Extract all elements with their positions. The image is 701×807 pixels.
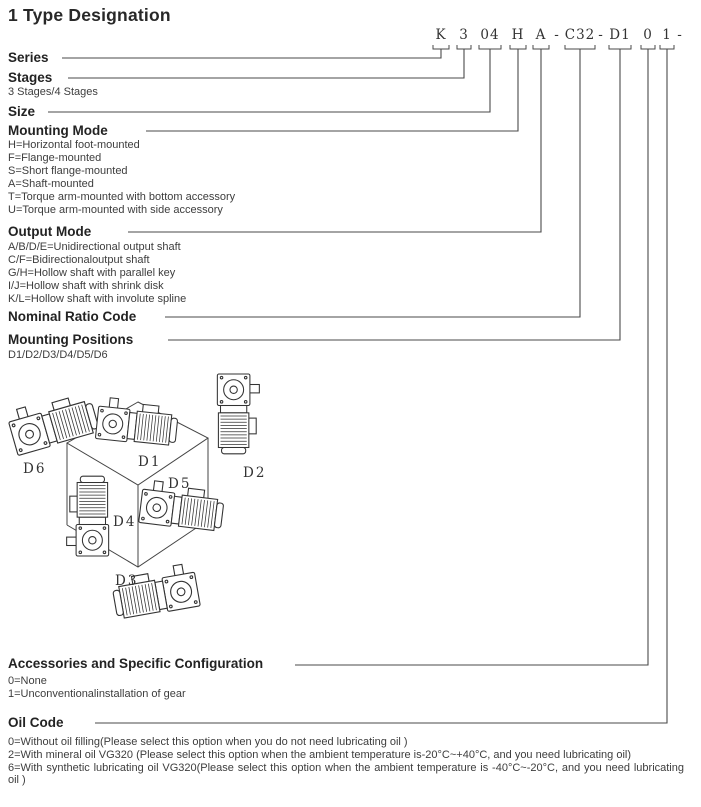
list-item: S=Short flange-mounted <box>8 165 128 177</box>
connector-mounting-positions <box>168 49 620 340</box>
list-item: F=Flange-mounted <box>8 152 102 164</box>
section-title-accessories: Accessories and Specific Configuration <box>8 656 264 671</box>
list-item: G/H=Hollow shaft with parallel key <box>8 267 176 279</box>
list-item: A/B/D/E=Unidirectional output shaft <box>8 241 181 253</box>
code-part-ratio: C32 <box>564 27 596 43</box>
list-item: C/F=Bidirectionaloutput shaft <box>8 254 150 266</box>
oil-code-list <box>8 736 684 787</box>
list-item: K/L=Hollow shaft with involute spline <box>8 293 187 305</box>
section-title-mounting-positions: Mounting Positions <box>8 332 134 347</box>
mounting-positions-diagram <box>6 374 267 620</box>
mounting-mode-list <box>8 139 235 217</box>
gear-motor-d1 <box>95 397 179 447</box>
code-part-stages: 3 <box>459 27 469 43</box>
code-part-accessories: 0 <box>643 27 653 43</box>
code-separator-1: - <box>554 27 560 43</box>
code-part-series: K <box>435 27 447 43</box>
code-separator-2: - <box>598 27 604 43</box>
code-separator-3: - <box>677 27 683 43</box>
diagram-label-d5: D5 <box>168 476 192 492</box>
diagram-label-d2: D2 <box>243 465 267 481</box>
diagram-label-d3: D3 <box>115 573 139 589</box>
code-tick-brackets <box>433 45 674 49</box>
mounting-positions-note: D1/D2/D3/D4/D5/D6 <box>8 349 108 361</box>
list-item: A=Shaft-mounted <box>8 178 94 190</box>
list-item: U=Torque arm-mounted with side accessory <box>8 204 223 216</box>
page-title: 1 Type Designation <box>8 5 171 25</box>
section-title-nominal-ratio: Nominal Ratio Code <box>8 309 137 324</box>
code-part-oil: 1 <box>662 27 672 43</box>
connector-stages <box>68 49 464 78</box>
list-item: 1=Unconventionalinstallation of gear <box>8 688 186 700</box>
connector-series <box>62 49 441 58</box>
list-item: I/J=Hollow shaft with shrink disk <box>8 280 164 292</box>
diagram-label-d1: D1 <box>138 454 162 470</box>
gear-motor-d6 <box>6 389 100 456</box>
code-part-size: 04 <box>480 27 500 43</box>
list-item: H=Horizontal foot-mounted <box>8 139 140 151</box>
gear-motor-d4 <box>67 476 109 556</box>
section-title-series: Series <box>8 50 49 65</box>
code-part-position: D1 <box>609 27 631 43</box>
list-item: 6=With synthetic lubricating oil VG320(Please select this option when the ambient temperature is -40°C~-20°C, and you need lubricating oil ) <box>8 761 684 787</box>
connector-mounting-mode <box>146 49 518 131</box>
section-title-mounting-mode: Mounting Mode <box>8 123 108 138</box>
section-title-stages: Stages <box>8 70 53 85</box>
output-mode-list <box>8 241 186 306</box>
accessories-list <box>8 675 186 701</box>
diagram-label-d4: D4 <box>113 514 137 530</box>
connector-accessories <box>295 49 648 665</box>
list-item: 0=Without oil filling(Please select this option when you do not need lubricating oil ) <box>8 736 408 748</box>
code-part-mounting-mode: H <box>511 27 525 43</box>
stages-note: 3 Stages/4 Stages <box>8 86 98 98</box>
section-title-output-mode: Output Mode <box>8 224 92 239</box>
list-item: 2=With mineral oil VG320 (Please select this option when the ambient temperature is-20°C~+40°C, and you need lubricating oil) <box>8 748 631 761</box>
code-part-output-mode: A <box>535 27 547 43</box>
list-item: 0=None <box>8 675 47 687</box>
section-title-oil-code: Oil Code <box>8 715 64 730</box>
gear-motor-d2 <box>217 374 259 454</box>
gear-motor-d3 <box>110 562 200 620</box>
list-item: T=Torque arm-mounted with bottom accessory <box>8 191 236 203</box>
diagram-label-d6: D6 <box>23 461 47 477</box>
section-title-size: Size <box>8 104 36 119</box>
